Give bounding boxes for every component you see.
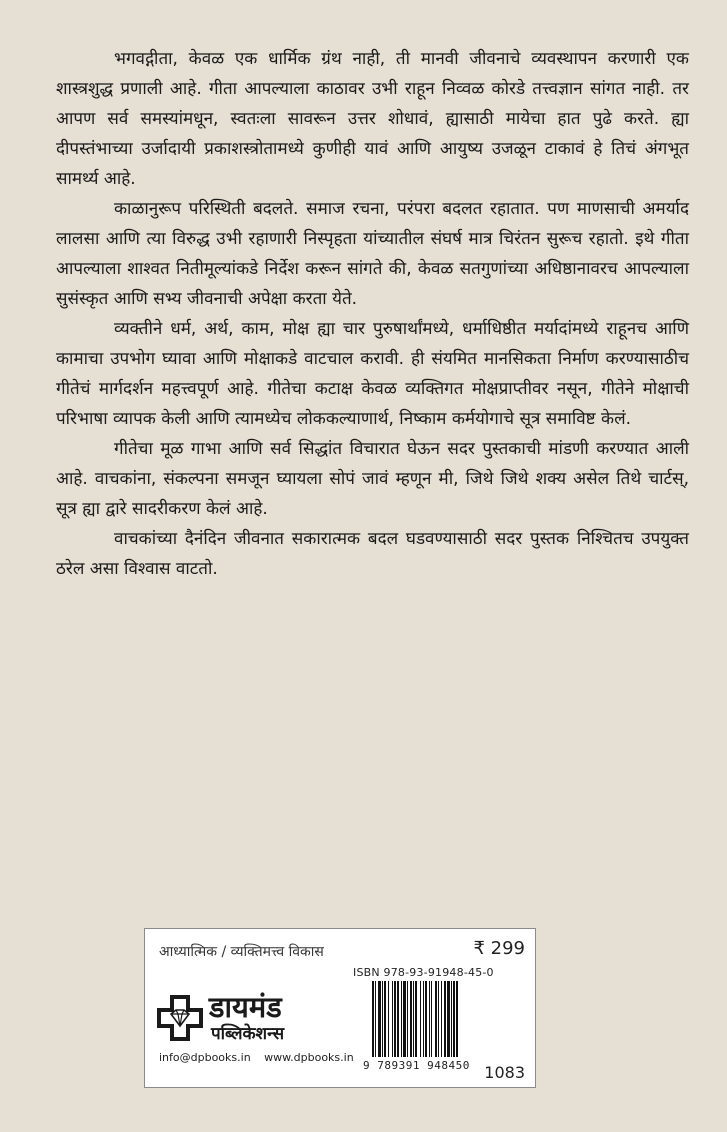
publisher-info-box xyxy=(144,928,536,1088)
barcode-bar xyxy=(429,981,430,1057)
barcode-bar xyxy=(410,981,412,1057)
barcode-bar xyxy=(447,981,450,1057)
barcode-bar xyxy=(397,981,399,1057)
barcode-bar xyxy=(438,981,439,1057)
publisher-subtitle: पब्लिकेशन्स xyxy=(211,1024,285,1044)
isbn-barcode xyxy=(371,981,475,1057)
barcode-bar xyxy=(392,981,393,1057)
barcode-bar xyxy=(413,981,414,1057)
blurb-paragraph-2: काळानुरूप परिस्थिती बदलते. समाज रचना, परंपरा बदलत रहातात. पण माणसाची अमर्याद लालसा आणि त्या विरुद्ध उभी रहाणारी निस्पृहता यांच्यातील संघर्ष मात्र चिरंतन सुरूच रहातो. इथे गीता आपल्याला शाश्वत नितीमूल्यांकडे निर्देश करून सांगते की, केवळ सतगुणांच्या अधिष्ठानावरच आपल्याला सुसंस्कृत आणि सभ्य जीवनाची अपेक्षा करता येते. xyxy=(56,199,689,309)
barcode-digits: 9 789391 948450 xyxy=(363,1059,470,1072)
publisher-contact xyxy=(159,1051,354,1064)
book-price: ₹ 299 xyxy=(473,938,525,959)
barcode-bar xyxy=(453,981,455,1057)
diamond-logo-icon xyxy=(157,995,203,1041)
barcode-bar xyxy=(394,981,396,1057)
blurb-paragraph-5: वाचकांच्या दैनंदिन जीवनात सकारात्मक बदल घडवण्यासाठी सदर पुस्तक निश्चितच उपयुक्त ठरेल असा विश्वास वाटतो. xyxy=(56,529,689,579)
barcode-bar xyxy=(401,981,402,1057)
barcode-bar xyxy=(431,981,432,1057)
isbn-number: ISBN 978-93-91948-45-0 xyxy=(353,966,494,979)
barcode-bar xyxy=(403,981,406,1057)
publisher-logo xyxy=(157,991,347,1045)
barcode-bar xyxy=(435,981,437,1057)
publisher-email: info@dpbooks.in xyxy=(159,1051,251,1064)
barcode-bar xyxy=(423,981,424,1057)
barcode-bar xyxy=(451,981,452,1057)
barcode-bar xyxy=(441,981,442,1057)
book-category: आध्यात्मिक / व्यक्तिमत्त्व विकास xyxy=(159,944,324,960)
barcode-bar xyxy=(420,981,421,1057)
blurb-paragraph-4: गीतेचा मूळ गाभा आणि सर्व सिद्धांत विचारात घेऊन सदर पुस्तकाची मांडणी करण्यात आली आहे. वाचकांना, संकल्पना समजून घ्यायला सोपं जावं म्हणून मी, जिथे जिथे शक्य असेल तिथे चार्टस्, सूत्र ह्या द्वारे सादरीकरण केलं आहे. xyxy=(56,439,689,519)
back-cover-blurb xyxy=(56,44,689,584)
barcode-bar xyxy=(456,981,458,1057)
barcode-bar xyxy=(375,981,376,1057)
blurb-paragraph-1: भगवद्गीता, केवळ एक धार्मिक ग्रंथ नाही, ती मानवी जीवनाचे व्यवस्थापन करणारी एक शास्त्रशुद्ध प्रणाली आहे. गीता आपल्याला काठावर उभी राहून निव्वळ कोरडे तत्त्वज्ञान सांगत नाही. तर आपण सर्व समस्यांमधून, स्वतःला सावरून उत्तर शोधावं, ह्यासाठी मायेचा हात पुढे करते. ह्या दीपस्तंभाच्या उर्जादायी प्रकाशस्त्रोतामध्ये कुणीही यावं आणि आयुष्य उजळून टाकावं हे तिचं अंगभूत सामर्थ्य आहे. xyxy=(56,49,689,189)
barcode-bar xyxy=(378,981,381,1057)
barcode-bar xyxy=(425,981,427,1057)
blurb-paragraph-3: व्यक्तीने धर्म, अर्थ, काम, मोक्ष ह्या चार पुरुषार्थांमध्ये, धर्माधिष्ठीत मर्यादांमध्ये राहूनच आणि कामाचा उपभोग घ्यावा आणि मोक्षाकडे वाटचाल करावी. ही संयमित मानसिकता निर्माण करण्यासाठीच गीतेचं मार्गदर्शन महत्त्वपूर्ण आहे. गीतेचा कटाक्ष केवळ व्यक्तिगत मोक्षप्राप्तीवर नसून, गीतेने मोक्षाची परिभाषा व्यापक केली आणि त्यामध्येच लोककल्याणार्थ, निष्काम कर्मयोगाचे सूत्र समाविष्ट केलं. xyxy=(56,319,689,429)
publisher-name: डायमंड xyxy=(209,990,282,1024)
barcode-bar xyxy=(382,981,383,1057)
barcode-bar xyxy=(388,981,389,1057)
barcode-bar xyxy=(444,981,446,1057)
book-code: 1083 xyxy=(484,1063,525,1082)
barcode-bar xyxy=(372,981,374,1057)
barcode-bar xyxy=(407,981,408,1057)
publisher-website: www.dpbooks.in xyxy=(264,1051,354,1064)
barcode-bar xyxy=(415,981,417,1057)
barcode-bar xyxy=(384,981,386,1057)
